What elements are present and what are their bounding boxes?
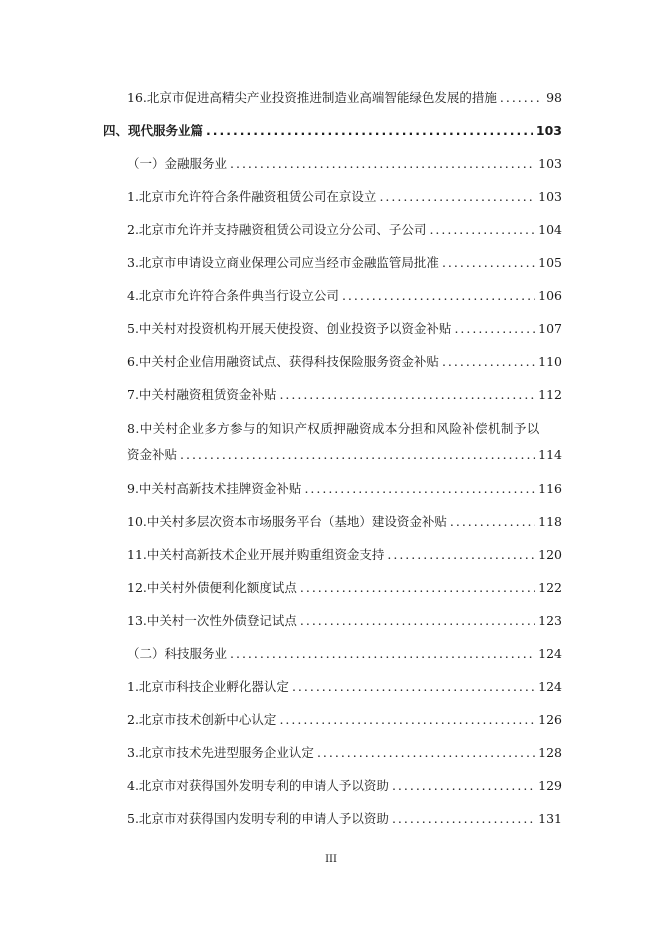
toc-entry[interactable]: [127, 446, 562, 463]
toc-leader-dots: [317, 744, 535, 761]
toc-entry[interactable]: [127, 777, 562, 794]
toc-entry-page: 131: [538, 811, 562, 826]
toc-leader-dots: [392, 810, 535, 827]
toc-entry-title: 2.北京市技术创新中心认定: [127, 712, 277, 727]
toc-entry-page: 123: [538, 613, 562, 628]
toc-entry[interactable]: [127, 221, 562, 238]
toc-leader-dots: [392, 777, 535, 794]
toc-entry-page: 124: [538, 679, 562, 694]
toc-entry-title-line1[interactable]: 8.中关村企业多方参与的知识产权质押融资成本分担和风险补偿机制予以: [127, 421, 540, 436]
toc-entry[interactable]: [127, 546, 562, 563]
toc-entry[interactable]: [127, 612, 562, 629]
toc-section-heading[interactable]: [103, 122, 562, 139]
toc-entry-title: 4.北京市对获得国外发明专利的申请人予以资助: [127, 778, 389, 793]
toc-entry[interactable]: [127, 386, 562, 403]
toc-entry-page: 124: [538, 646, 562, 661]
toc-leader-dots: [442, 353, 535, 370]
toc-leader-dots: [500, 89, 543, 106]
toc-leader-dots: [429, 221, 535, 238]
toc-entry[interactable]: [127, 89, 562, 106]
toc-leader-dots: [279, 386, 535, 403]
toc-entry-title: 5.中关村对投资机构开展天使投资、创业投资予以资金补贴: [127, 321, 452, 336]
toc-entry-page: 112: [538, 387, 562, 402]
toc-entry-title: 11.中关村高新技术企业开展并购重组资金支持: [127, 547, 385, 562]
toc-leader-dots: [292, 678, 535, 695]
toc-leader-dots: [206, 122, 533, 139]
toc-entry-page: 106: [538, 288, 562, 303]
toc-entry-title-line2: 资金补贴: [127, 447, 178, 462]
toc-entry[interactable]: [127, 188, 562, 205]
toc-entry-title: 13.中关村一次性外债登记试点: [127, 613, 297, 628]
toc-leader-dots: [230, 645, 535, 662]
toc-entry[interactable]: [127, 254, 562, 271]
toc-leader-dots: [300, 612, 535, 629]
toc-entry[interactable]: [127, 513, 562, 530]
toc-entry-title: 1.北京市允许符合条件融资租赁公司在京设立: [127, 189, 377, 204]
toc-entry-title: 四、现代服务业篇: [103, 123, 204, 138]
toc-entry-title: 6.中关村企业信用融资试点、获得科技保险服务资金补贴: [127, 354, 439, 369]
toc-entry-title: 12.中关村外债便利化额度试点: [127, 580, 297, 595]
toc-entry-page: 103: [535, 123, 562, 138]
toc-entry-page: 105: [538, 255, 562, 270]
toc-entry[interactable]: [127, 320, 562, 337]
toc-entry-page: 103: [538, 189, 562, 204]
toc-entry-title: （二）科技服务业: [127, 646, 228, 661]
toc-entry[interactable]: [127, 711, 562, 728]
toc-entry-title: 2.北京市允许并支持融资租赁公司设立分公司、子公司: [127, 222, 427, 237]
toc-entry[interactable]: [127, 810, 562, 827]
toc-entry-page: 114: [538, 447, 562, 462]
toc-leader-dots: [387, 546, 535, 563]
toc-entry-title: 1.北京市科技企业孵化器认定: [127, 679, 289, 694]
toc-leader-dots: [230, 155, 535, 172]
toc-entry-page: 120: [538, 547, 562, 562]
page-number-footer: III: [325, 854, 337, 865]
toc-leader-dots: [442, 254, 535, 271]
toc-subsection-heading[interactable]: [127, 645, 562, 662]
toc-leader-dots: [454, 320, 535, 337]
toc-subsection-heading[interactable]: [127, 155, 562, 172]
toc-entry[interactable]: [127, 744, 562, 761]
toc-entry[interactable]: [127, 480, 562, 497]
toc-entry-title: （一）金融服务业: [127, 156, 228, 171]
toc-entry-page: 128: [538, 745, 562, 760]
toc-entry-page: 118: [538, 514, 562, 529]
toc-entry[interactable]: [127, 579, 562, 596]
toc-entry-page: 116: [538, 481, 562, 496]
toc-entry-page: 107: [538, 321, 562, 336]
toc-entry-title: 9.中关村高新技术挂牌资金补贴: [127, 481, 302, 496]
toc-entry-title: 3.北京市申请设立商业保理公司应当经市金融监管局批准: [127, 255, 439, 270]
toc-leader-dots: [279, 711, 535, 728]
toc-entry-title: 4.北京市允许符合条件典当行设立公司: [127, 288, 339, 303]
toc-leader-dots: [180, 446, 535, 463]
toc-entry-title: 16.北京市促进高精尖产业投资推进制造业高端智能绿色发展的措施: [127, 90, 497, 105]
toc-entry-title: 7.中关村融资租赁资金补贴: [127, 387, 277, 402]
toc-entry-page: 104: [538, 222, 562, 237]
toc-entry[interactable]: [127, 287, 562, 304]
toc-leader-dots: [342, 287, 535, 304]
toc-entry-title: 3.北京市技术先进型服务企业认定: [127, 745, 314, 760]
toc-leader-dots: [450, 513, 535, 530]
toc-entry-title: 10.中关村多层次资本市场服务平台（基地）建设资金补贴: [127, 514, 447, 529]
toc-entry-page: 129: [538, 778, 562, 793]
toc-entry[interactable]: [127, 678, 562, 695]
toc-entry-page: 98: [546, 90, 562, 105]
toc-entry-page: 103: [538, 156, 562, 171]
toc-leader-dots: [304, 480, 535, 497]
toc-entry-title: 5.北京市对获得国内发明专利的申请人予以资助: [127, 811, 389, 826]
toc-entry[interactable]: [127, 353, 562, 370]
toc-leader-dots: [300, 579, 535, 596]
toc-entry-page: 122: [538, 580, 562, 595]
toc-leader-dots: [379, 188, 535, 205]
toc-entry-page: 110: [538, 354, 562, 369]
toc-entry-page: 126: [538, 712, 562, 727]
